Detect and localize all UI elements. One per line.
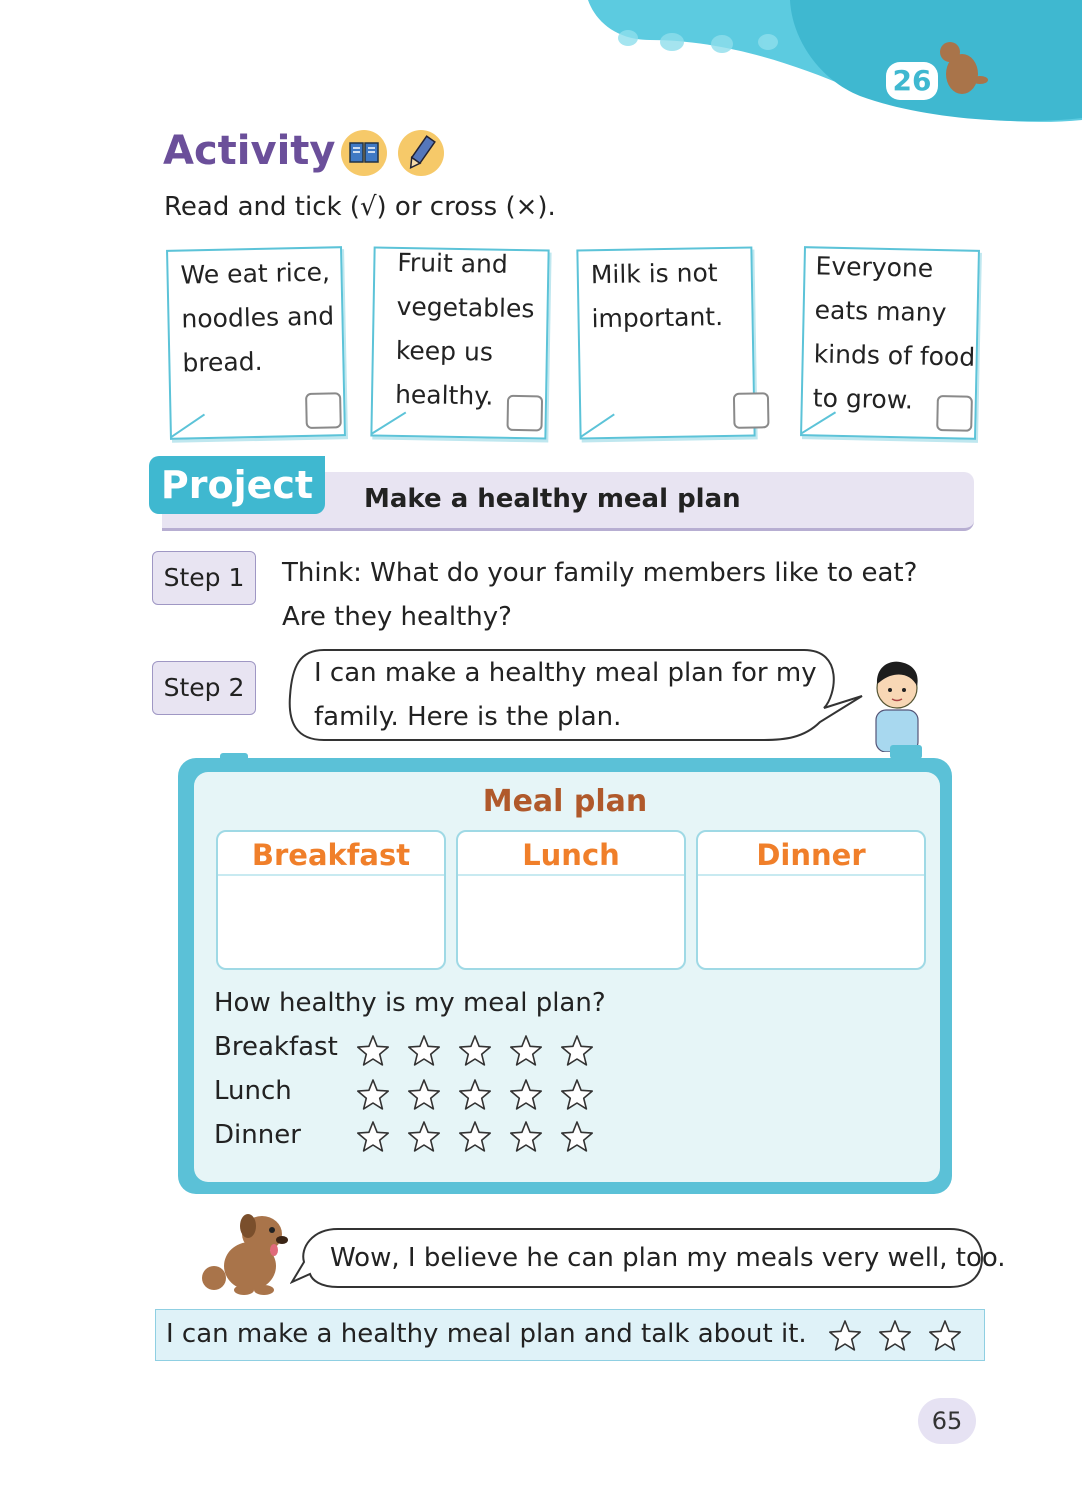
rating-label-lunch: Lunch: [214, 1076, 292, 1106]
star-icon[interactable]: [407, 1034, 441, 1068]
boy-character: [862, 656, 932, 752]
activity-title: Activity: [163, 128, 336, 174]
star-icon[interactable]: [509, 1078, 543, 1112]
statement-text: Fruit and vegetables keep us healthy.: [394, 247, 535, 411]
breakfast-column[interactable]: [216, 830, 446, 970]
star-icon[interactable]: [458, 1078, 492, 1112]
statement-card-2: [370, 246, 549, 439]
star-icon[interactable]: [560, 1078, 594, 1112]
star-icon[interactable]: [407, 1120, 441, 1154]
project-tag: Project: [149, 456, 325, 514]
star-icon[interactable]: [458, 1120, 492, 1154]
tick-box[interactable]: [733, 392, 770, 429]
rating-stars-dinner: [356, 1120, 606, 1156]
star-icon[interactable]: [509, 1034, 543, 1068]
project-title: Make a healthy meal plan: [364, 484, 741, 514]
book-icon: [341, 130, 387, 176]
statement-card-4: [800, 246, 980, 440]
rating-stars-lunch: [356, 1078, 606, 1114]
self-check-bar: [155, 1309, 985, 1361]
step-1-tag: Step 1: [152, 551, 256, 605]
lunch-column[interactable]: [456, 830, 686, 970]
dinner-heading: Dinner: [698, 832, 924, 876]
star-icon[interactable]: [356, 1120, 390, 1154]
rating-question: How healthy is my meal plan?: [214, 988, 606, 1018]
frame-tab: [220, 753, 248, 765]
rating-label-breakfast: Breakfast: [214, 1032, 338, 1062]
star-icon[interactable]: [509, 1120, 543, 1154]
star-icon[interactable]: [407, 1078, 441, 1112]
step-1-line-2: Are they healthy?: [282, 602, 512, 632]
dinner-column[interactable]: [696, 830, 926, 970]
star-icon[interactable]: [878, 1319, 912, 1353]
unit-number: 26: [886, 62, 938, 100]
dog-speech-text: Wow, I believe he can plan my meals very well, too.: [330, 1243, 1006, 1273]
self-check-stars: [828, 1319, 978, 1355]
activity-instruction: Read and tick (√) or cross (×).: [164, 192, 556, 222]
star-icon[interactable]: [356, 1078, 390, 1112]
star-icon[interactable]: [458, 1034, 492, 1068]
dog-character: [192, 1206, 296, 1298]
frame-tab: [890, 745, 922, 759]
star-icon[interactable]: [560, 1120, 594, 1154]
page-number: 65: [918, 1398, 976, 1444]
tick-box[interactable]: [936, 395, 973, 432]
meal-plan-title: Meal plan: [482, 784, 648, 819]
statement-card-3: [576, 246, 755, 439]
breakfast-heading: Breakfast: [218, 832, 444, 876]
statement-text: Milk is not important.: [590, 258, 724, 334]
tick-box[interactable]: [305, 392, 342, 429]
statement-card-1: [166, 246, 346, 440]
step-2-speech: I can make a healthy meal plan for my family. Here is the plan.: [314, 658, 817, 732]
star-icon[interactable]: [828, 1319, 862, 1353]
statement-text: We eat rice, noodles and bread.: [180, 257, 335, 378]
star-icon[interactable]: [928, 1319, 962, 1353]
statement-text: Everyone eats many kinds of food to grow.: [812, 251, 976, 415]
rating-label-dinner: Dinner: [214, 1120, 301, 1150]
pencil-icon: [398, 130, 444, 176]
step-2-tag: Step 2: [152, 661, 256, 715]
step-1-line-1: Think: What do your family members like to eat?: [282, 558, 918, 588]
rating-stars-breakfast: [356, 1034, 606, 1070]
star-icon[interactable]: [560, 1034, 594, 1068]
self-check-text: I can make a healthy meal plan and talk about it.: [166, 1319, 807, 1349]
tick-box[interactable]: [506, 395, 543, 432]
lunch-heading: Lunch: [458, 832, 684, 876]
star-icon[interactable]: [356, 1034, 390, 1068]
